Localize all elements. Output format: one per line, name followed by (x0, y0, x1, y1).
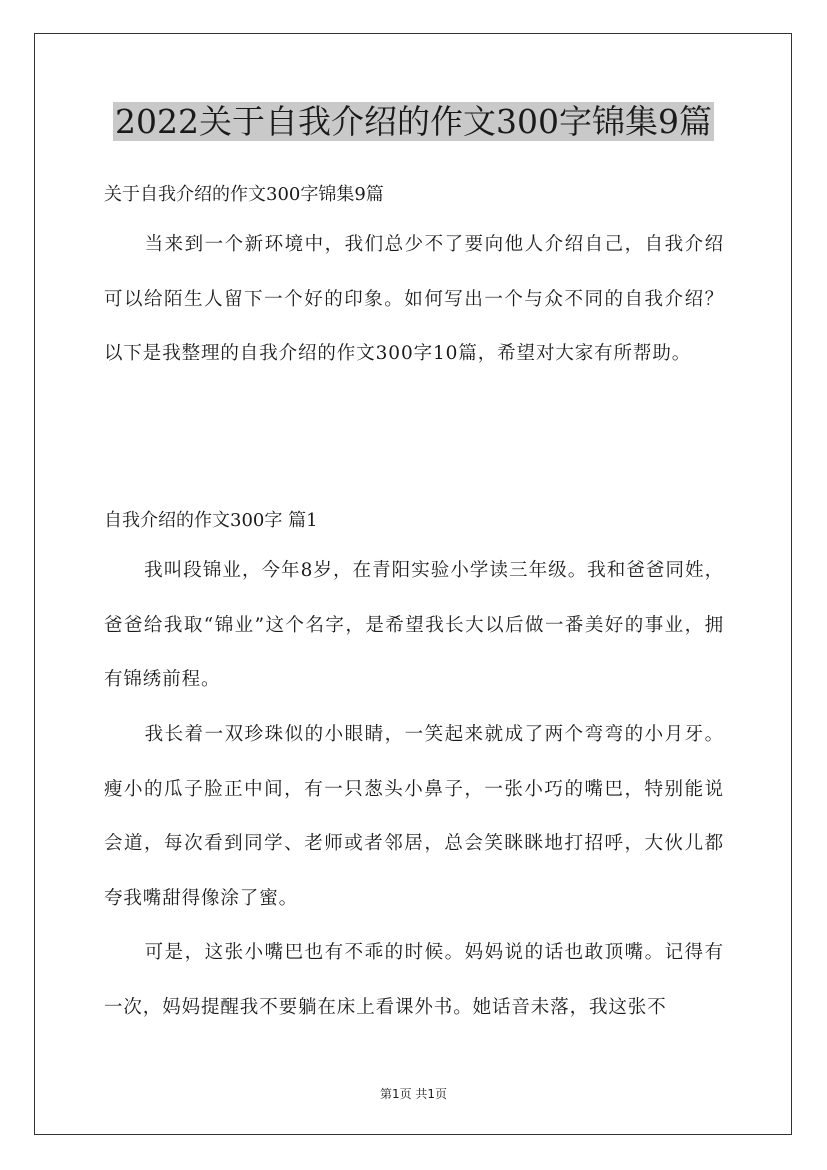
page-footer: 第1页 共1页 (379, 1087, 448, 1101)
body-paragraph-1: 我叫段锦业，今年8岁，在青阳实验小学读三年级。我和爸爸同姓，爸爸给我取“锦业”这个名字，是希望我长大以后做一番美好的事业，拥有锦绣前程。 (104, 560, 724, 691)
section-heading: 自我介绍的作文300字 篇1 (104, 510, 318, 531)
intro-paragraph: 当来到一个新环境中，我们总少不了要向他人介绍自己，自我介绍可以给陌生人留下一个好的印象。如何写出一个与众不同的自我介绍？以下是我整理的自我介绍的作文300字10篇，希望对大家有所帮助。 (104, 234, 724, 365)
document-title: 2022关于自我介绍的作文300字锦集9篇 (115, 102, 712, 141)
document-subtitle: 关于自我介绍的作文300字锦集9篇 (104, 184, 384, 205)
body-paragraph-2: 我长着一双珍珠似的小眼睛，一笑起来就成了两个弯弯的小月牙。瘦小的瓜子脸正中间，有一只葱头小鼻子，一张小巧的嘴巴，特别能说会道，每次看到同学、老师或者邻居，总会笑眯眯地打招呼，大伙儿都夸我嘴甜得像涂了蜜。 (104, 724, 724, 910)
body-paragraph-3: 可是，这张小嘴巴也有不乖的时候。妈妈说的话也敢顶嘴。记得有一次，妈妈提醒我不要躺在床上看课外书。她话音未落，我这张不 (104, 942, 724, 1018)
